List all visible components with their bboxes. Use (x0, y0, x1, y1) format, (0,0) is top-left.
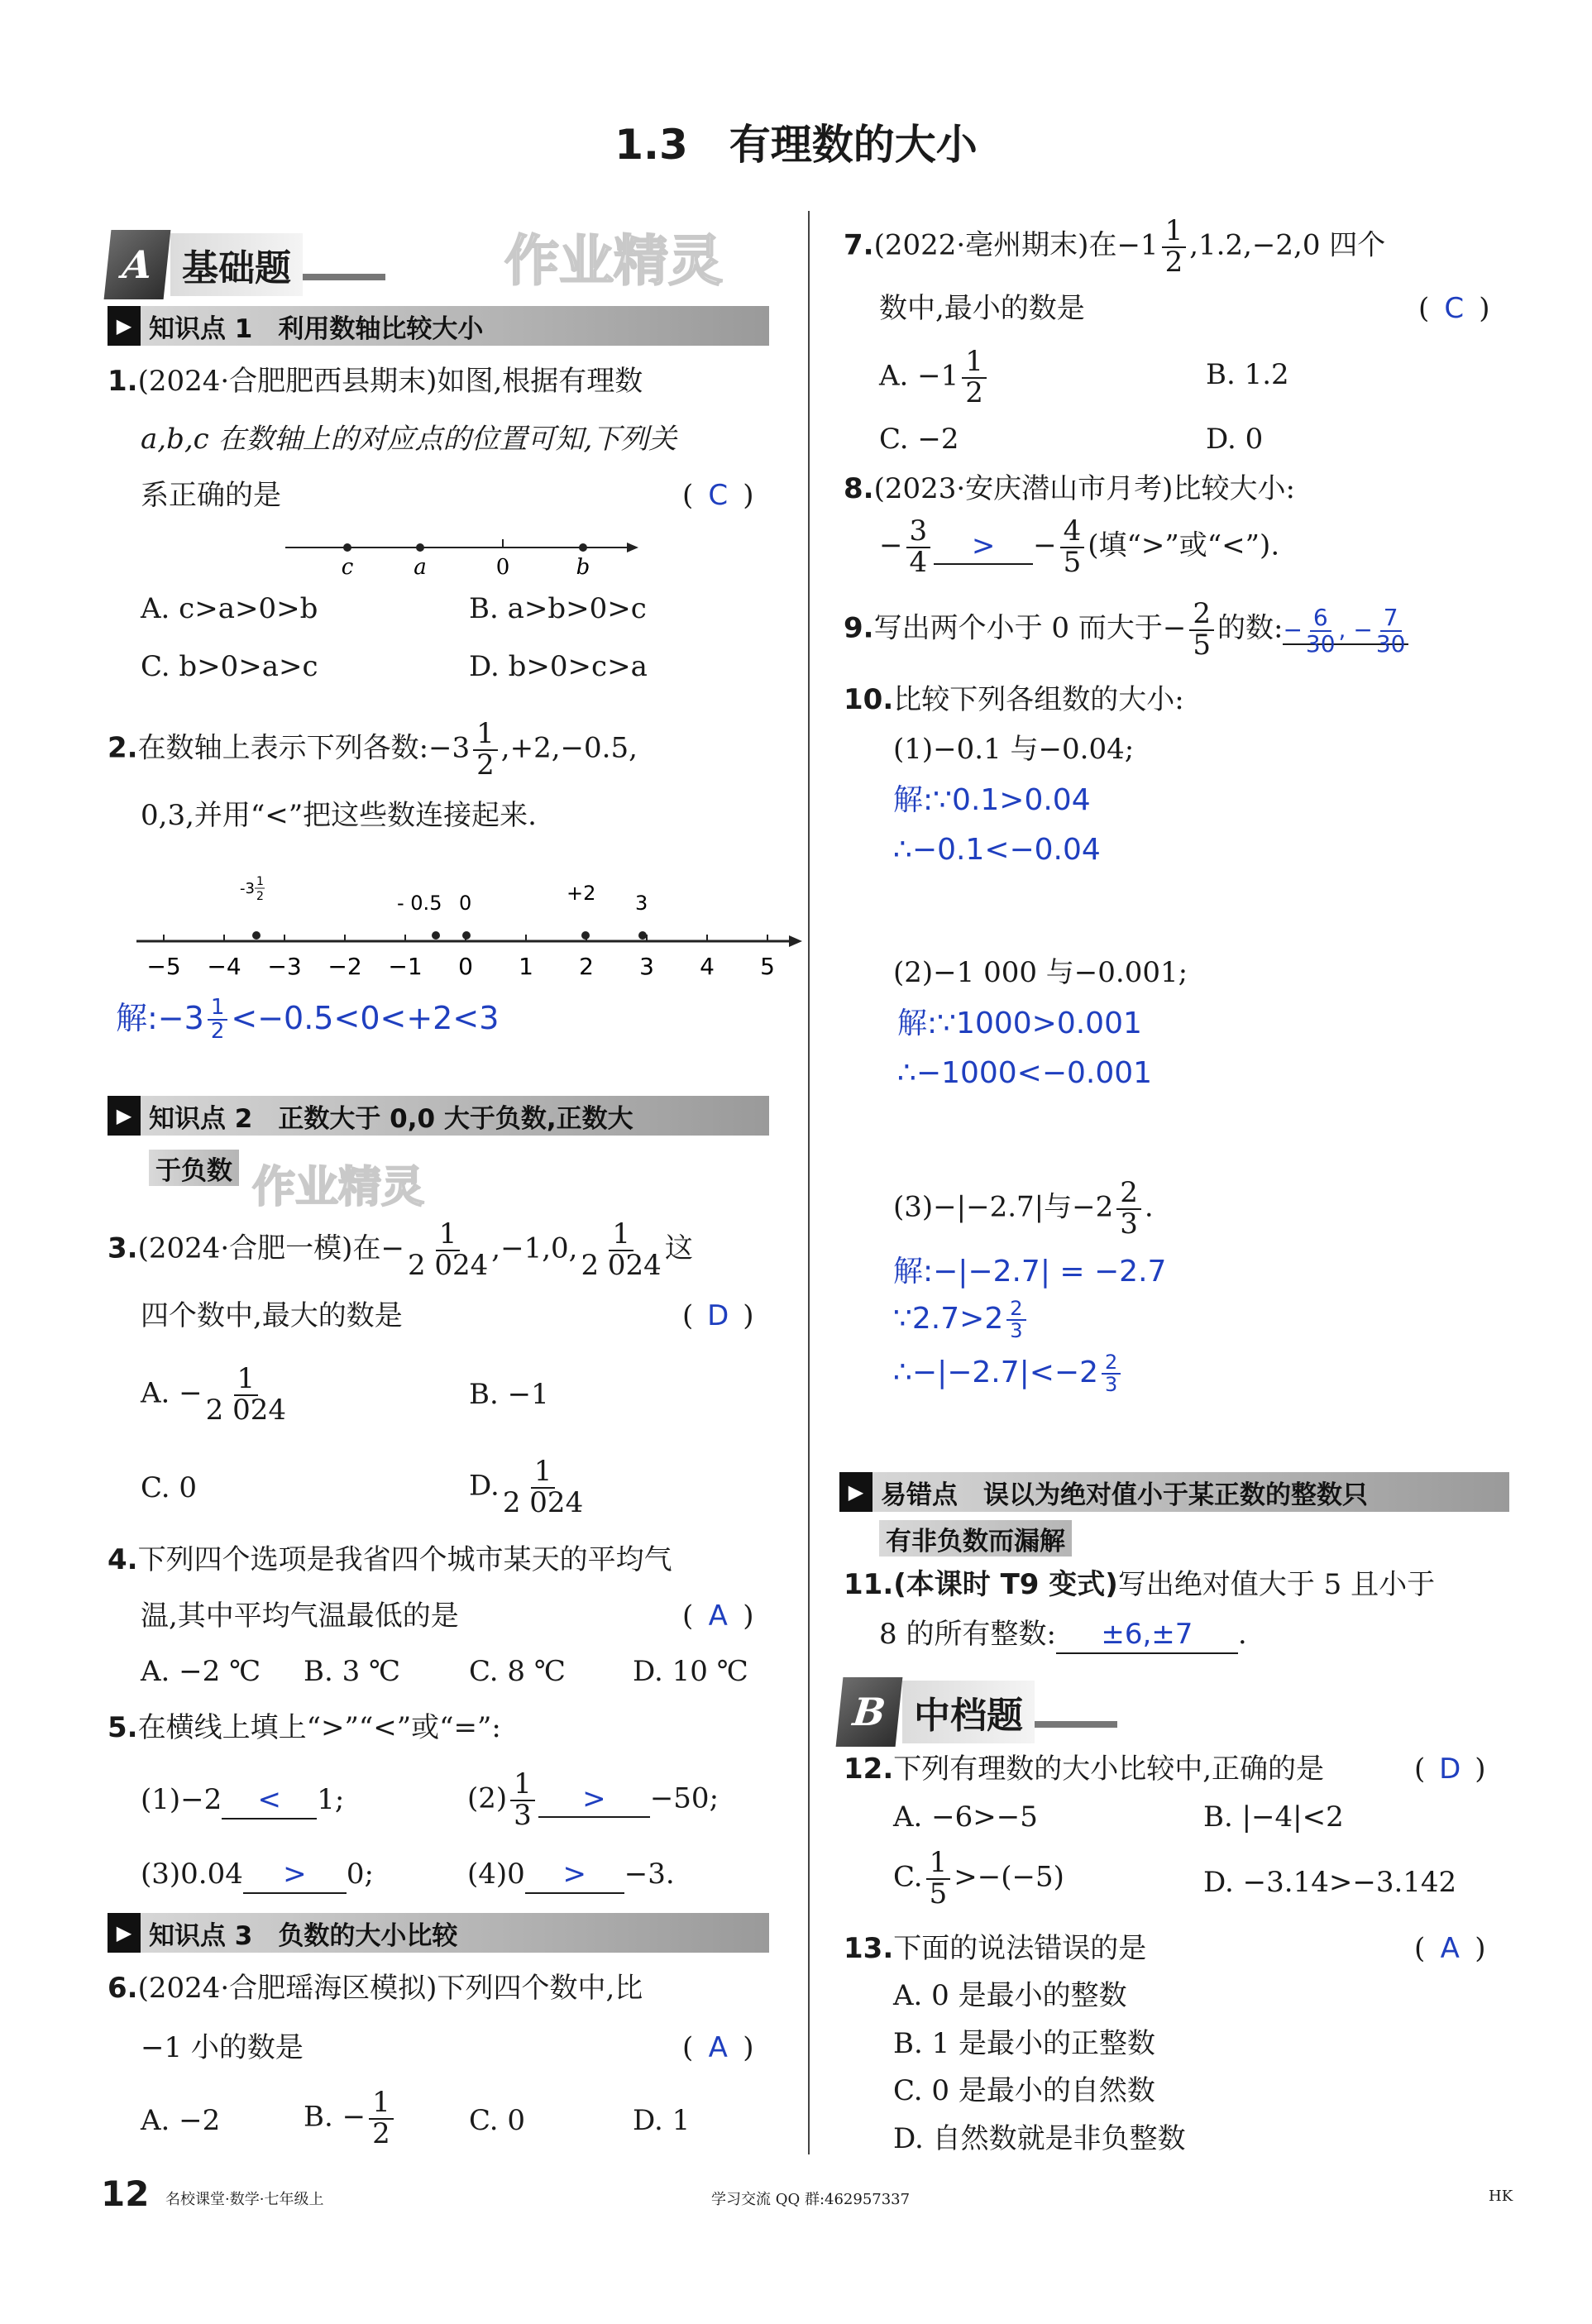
page-title: 1.3 有理数的大小 (614, 121, 978, 169)
knowledge-point-3 (108, 1913, 769, 1953)
knowledge-point-1-label: 知识点 1 利用数轴比较大小 (149, 313, 484, 344)
question-text: 温,其中平均气温最低的是 (141, 1600, 459, 1633)
question-text: (2024·合肥一模)在− (137, 1231, 404, 1265)
section-b-letter: B (836, 1677, 903, 1747)
question-1 (108, 364, 643, 399)
tick-label: 4 (700, 953, 715, 980)
point-c (343, 543, 351, 552)
axis-arrow (789, 935, 802, 947)
solution-text: ∴−0.1<−0.04 (893, 833, 1101, 867)
section-bar (1035, 1721, 1117, 1728)
error-point-label: 易错点 误以为绝对值小于某正数的整数只 (881, 1480, 1368, 1510)
label-0: 0 (495, 555, 510, 579)
question-7 (844, 214, 1386, 279)
option-a (141, 1362, 289, 1427)
mark-minus-3-half (252, 931, 261, 940)
question-source: (本课时 T9 变式) (893, 1568, 1118, 1601)
axis-arrow (627, 543, 638, 552)
solution-text: ∴−|−2.7|<−2 (893, 1356, 1098, 1390)
error-point-cont: 有非负数而漏解 (879, 1520, 1072, 1557)
answer-blank: − $\frac{6}{30}$ , − $\frac{7}{30}$ (1283, 616, 1408, 645)
question-text: 在横线上填上“>”“<”或“=”: (137, 1711, 501, 1744)
fraction: $\frac{4}{5}$ (1060, 517, 1085, 577)
play-icon: ▶ (108, 306, 141, 346)
fraction (581, 1217, 662, 1282)
part-text: 0; (346, 1858, 374, 1891)
mark-0 (462, 931, 471, 940)
option-a: A. −2 ℃ (141, 1655, 261, 1688)
option-d: D. 自然数就是非负整数 (893, 2122, 1186, 2155)
mark-label: 3 (635, 892, 648, 915)
question-text: 四个数中,最大的数是 (141, 1299, 403, 1332)
solution-text: 解:−|−2.7| = −2.7 (893, 1255, 1167, 1289)
q5-part1 (141, 1782, 344, 1820)
option-d: D. 1 (633, 2104, 691, 2137)
part-text: (1)−2 (141, 1783, 222, 1816)
watermark: 作业精灵 (504, 229, 723, 293)
fraction: $\frac{3}{4}$ (906, 517, 931, 577)
footer-code: HK (1489, 2188, 1513, 2205)
label-a: a (414, 555, 427, 579)
answer-bracket: ( C ) (682, 479, 754, 512)
option-c: C. 0 (469, 2104, 526, 2137)
fraction: $\frac{1}{2}$ (1162, 217, 1187, 277)
fraction (1306, 605, 1336, 656)
option-text: D. (469, 1469, 500, 1503)
denominator: 2 024 (502, 1485, 584, 1519)
mark-label-fraction: 1 (256, 875, 264, 888)
fraction: $\frac{2}{3}$ (1006, 1298, 1025, 1341)
column-divider (808, 211, 810, 2154)
answer-bracket: ( A ) (1414, 1932, 1486, 1965)
denominator: 2 024 (205, 1393, 287, 1427)
q8-comparison: − $\frac{3}{4}$ > − $\frac{4}{5}$ (填“>”或“<”). (879, 514, 1280, 579)
q10-part3: (3)−|−2.7|与−2 $\frac{2}{3}$ . (893, 1176, 1154, 1241)
solution-text: <−0.5<0<+2<3 (231, 999, 500, 1036)
option-d (469, 1457, 586, 1518)
knowledge-point-2 (108, 1096, 769, 1136)
option-d: D. b>0>c>a (469, 650, 648, 683)
question-2 (108, 717, 638, 782)
question-text: (填“>”或“<”). (1088, 528, 1280, 562)
answer-bracket: ( C ) (1418, 292, 1490, 325)
numerator: 1 (234, 1365, 259, 1396)
solution-q2 (116, 997, 499, 1044)
option-a (879, 347, 990, 408)
denominator: 30 (1375, 629, 1406, 658)
solution-text: ∴−1000<−0.001 (897, 1056, 1153, 1090)
question-number: 9. (844, 611, 874, 645)
knowledge-point-1 (108, 306, 769, 346)
question-text: −1 小的数是 (141, 2031, 304, 2064)
fraction: $\frac{1}{3}$ (510, 1770, 535, 1830)
answer-bracket: ( D ) (1414, 1753, 1486, 1786)
label-c: c (341, 555, 354, 579)
answer-blank: > (243, 1857, 347, 1894)
option-b: B. 1 是最小的正整数 (893, 2027, 1156, 2060)
option-a: A. c>a>0>b (141, 592, 318, 625)
section-b-heading (839, 1679, 1117, 1745)
point-a (416, 543, 424, 552)
question-4 (108, 1542, 672, 1578)
mark-label: 0 (459, 892, 472, 915)
option-text: A. −1 (879, 359, 959, 393)
section-a-label: 基础题 (170, 233, 303, 296)
fraction: $\frac{1}{2}$ (369, 2088, 394, 2149)
play-icon: ▶ (108, 1913, 141, 1953)
denominator: 30 (1305, 629, 1336, 658)
denominator: 2 (476, 748, 495, 782)
question-number: 1. (108, 365, 138, 398)
label-b: b (576, 555, 590, 579)
point-b (579, 543, 587, 552)
answer-bracket: ( A ) (682, 1600, 754, 1633)
option-d: D. 0 (1206, 423, 1264, 456)
question-5 (108, 1710, 501, 1746)
fraction (473, 717, 498, 782)
numerator: 1 (436, 1220, 461, 1251)
question-number: 12. (844, 1753, 894, 1786)
q5-part2 (467, 1767, 720, 1832)
question-text: 写出两个小于 0 而大于− (873, 611, 1187, 645)
answer-blank: ±6,±7 (1056, 1617, 1238, 1654)
question-number: 5. (108, 1711, 138, 1744)
tick-label: 5 (760, 953, 775, 980)
tick-label: 3 (639, 953, 654, 980)
play-icon: ▶ (839, 1472, 872, 1512)
part-text: (3)−|−2.7|与−2 (893, 1190, 1114, 1224)
question-text: 下列有理数的大小比较中,正确的是 (893, 1753, 1325, 1786)
mark-label: -3 (240, 880, 255, 897)
answer-blank: < (222, 1782, 317, 1820)
tick-label: −3 (267, 953, 302, 980)
fraction (503, 1457, 583, 1518)
fraction: $\frac{1}{2}$ (962, 347, 987, 408)
number-line-q2 (124, 868, 810, 992)
denominator: 2 024 (407, 1248, 489, 1282)
question-9 (844, 597, 1408, 662)
option-b: B. a>b>0>c (469, 592, 647, 625)
answer: D (1439, 1753, 1461, 1786)
question-text: 0,3,并用“<”把这些数连接起来. (141, 799, 537, 832)
option-d: D. −3.14>−3.142 (1203, 1866, 1457, 1899)
option-a: A. −6>−5 (893, 1800, 1038, 1834)
section-b-label: 中档题 (902, 1681, 1035, 1743)
question-number: 2. (108, 731, 138, 765)
option-text: A. − (141, 1376, 203, 1410)
fraction (1376, 605, 1406, 656)
question-8 (844, 471, 1295, 507)
q5-part3 (141, 1857, 374, 1894)
question-number: 4. (108, 1543, 138, 1576)
option-b: B. −1 (469, 1378, 549, 1411)
tick-label: −5 (146, 953, 181, 980)
option-text: C. (893, 1860, 923, 1894)
answer: D (707, 1299, 729, 1332)
tick-label: 1 (519, 953, 533, 980)
error-point (839, 1472, 1509, 1512)
fraction (407, 1217, 489, 1282)
fraction: $\frac{2}{5}$ (1189, 600, 1214, 660)
question-12 (844, 1752, 1324, 1787)
mark-label: +2 (567, 882, 596, 905)
q10-part2: (2)−1 000 与−0.001; (893, 956, 1188, 989)
solution-text (893, 1352, 1124, 1395)
answer-bracket: ( D ) (682, 1299, 754, 1332)
option-b: B. 1.2 (1206, 358, 1289, 391)
fraction: $\frac{1}{5}$ (926, 1848, 951, 1909)
answer: A (708, 1600, 728, 1633)
mark-plus-2 (581, 931, 590, 940)
answer-blank: > (538, 1781, 650, 1819)
part-text: −50; (649, 1781, 720, 1815)
option-c (893, 1848, 1064, 1909)
option-d: D. 10 ℃ (633, 1655, 748, 1688)
mark-label: - 0.5 (397, 892, 442, 915)
numerator: 1 (208, 997, 228, 1021)
solution-text: 解:−3 (116, 999, 204, 1036)
option-c: C. 0 (141, 1471, 198, 1504)
footer-qq: 学习交流 QQ 群:462957337 (711, 2191, 911, 2208)
knowledge-point-2-cont: 于负数 (149, 1150, 239, 1186)
question-text: 写出绝对值大于 5 且小于 (1117, 1568, 1436, 1601)
question-11 (844, 1567, 1435, 1603)
denominator: 2 024 (581, 1248, 662, 1282)
question-text: ,−1,0, (491, 1231, 578, 1265)
option-b: B. |−4|<2 (1203, 1800, 1344, 1834)
question-text: ,+2,−0.5, (500, 731, 638, 765)
part-text: 1; (317, 1783, 345, 1816)
fraction (208, 997, 228, 1044)
q5-part4 (467, 1857, 675, 1894)
answer: C (708, 479, 729, 512)
tick-label: 2 (579, 953, 594, 980)
answer: A (1440, 1932, 1460, 1965)
numerator: 1 (609, 1220, 633, 1251)
denominator: 2 (210, 1019, 225, 1045)
question-text: 的数: (1217, 611, 1284, 645)
answer: C (1444, 292, 1465, 325)
question-text: 8 的所有整数: (879, 1618, 1056, 1651)
mark-minus-0.5 (432, 931, 440, 940)
option-c: C. −2 (879, 423, 959, 456)
number-line-q1 (281, 529, 645, 579)
question-13 (844, 1931, 1146, 1967)
answer-blank: > (934, 528, 1033, 566)
mark-label-fraction: 2 (256, 890, 264, 903)
part-text: (2) (467, 1781, 508, 1815)
option-a: A. −2 (141, 2104, 221, 2137)
solution-text: 解:∵1000>0.001 (897, 1007, 1142, 1040)
solution-text: ∵2.7>2 (893, 1302, 1004, 1337)
question-text: 下面的说法错误的是 (893, 1932, 1147, 1965)
mark-3 (638, 931, 647, 940)
question-number: 3. (108, 1231, 138, 1265)
knowledge-point-3-label: 知识点 3 负数的大小比较 (149, 1920, 458, 1951)
option-text: >−(−5) (954, 1860, 1064, 1894)
question-6 (108, 1971, 643, 2006)
question-10 (844, 682, 1184, 718)
option-c: C. 0 是最小的自然数 (893, 2074, 1155, 2107)
numerator: 6 (1310, 605, 1331, 631)
section-a-letter: A (104, 230, 171, 299)
fraction: $\frac{2}{3}$ (1116, 1179, 1141, 1239)
question-number: 11. (844, 1568, 894, 1601)
question-text: 下列四个选项是我省四个城市某天的平均气 (137, 1543, 672, 1576)
tick-label: 0 (458, 953, 473, 980)
question-number: 13. (844, 1932, 894, 1965)
question-text: 这 (664, 1231, 693, 1265)
question-3 (108, 1217, 693, 1282)
section-a-heading (108, 232, 385, 298)
watermark: 作业精灵 (252, 1163, 425, 1212)
solution-text (893, 1298, 1030, 1341)
part-text: −3. (624, 1858, 675, 1891)
tick-label: −2 (327, 953, 362, 980)
question-number: 10. (844, 683, 894, 716)
option-c: C. b>0>a>c (141, 650, 318, 683)
numerator: 1 (531, 1457, 556, 1489)
fraction (205, 1362, 287, 1427)
question-text: (2022·亳州期末)在−1 (873, 228, 1159, 262)
question-number: 8. (844, 472, 874, 505)
fraction: $\frac{2}{3}$ (1102, 1352, 1121, 1395)
question-number: 6. (108, 1972, 138, 2005)
q11-line2: 8 的所有整数: ±6,±7 . (879, 1617, 1247, 1654)
question-text: a,b,c 在数轴上的对应点的位置可知,下列关 (141, 423, 677, 456)
question-text: (2024·合肥瑶海区模拟)下列四个数中,比 (137, 1972, 643, 2005)
answer-bracket: ( A ) (682, 2031, 754, 2064)
tick-label: −1 (388, 953, 423, 980)
knowledge-point-2-label: 知识点 2 正数大于 0,0 大于负数,正数大 (149, 1103, 633, 1134)
question-text: 数中,最小的数是 (879, 292, 1085, 325)
part-text: (3)0.04 (141, 1858, 243, 1891)
question-text: 系正确的是 (141, 479, 281, 512)
part-text: (4)0 (467, 1858, 525, 1891)
answer: A (708, 2031, 728, 2064)
option-b: B. 3 ℃ (304, 1655, 401, 1688)
numerator: 1 (473, 720, 498, 751)
option-a: A. 0 是最小的整数 (893, 1979, 1127, 2012)
option-b (304, 2088, 397, 2149)
section-bar (303, 274, 385, 280)
question-text: 在数轴上表示下列各数:−3 (137, 731, 471, 765)
play-icon: ▶ (108, 1096, 141, 1136)
option-c: C. 8 ℃ (469, 1655, 566, 1688)
question-text: ,1.2,−2,0 四个 (1189, 228, 1386, 262)
question-text: (2024·合肥肥西县期末)如图,根据有理数 (137, 365, 643, 398)
tick-label: −4 (207, 953, 241, 980)
page-number: 12 (101, 2173, 150, 2214)
question-text: 比较下列各组数的大小: (893, 683, 1184, 716)
answer-blank: > (525, 1857, 624, 1894)
q10-part1: (1)−0.1 与−0.04; (893, 733, 1135, 766)
footer-book: 名校课堂·数学·七年级上 (165, 2191, 324, 2208)
numerator: 7 (1380, 605, 1402, 631)
option-text: B. − (304, 2100, 366, 2134)
question-number: 7. (844, 228, 874, 262)
solution-text: 解:∵0.1>0.04 (893, 783, 1091, 817)
question-text: (2023·安庆潜山市月考)比较大小: (873, 472, 1295, 505)
